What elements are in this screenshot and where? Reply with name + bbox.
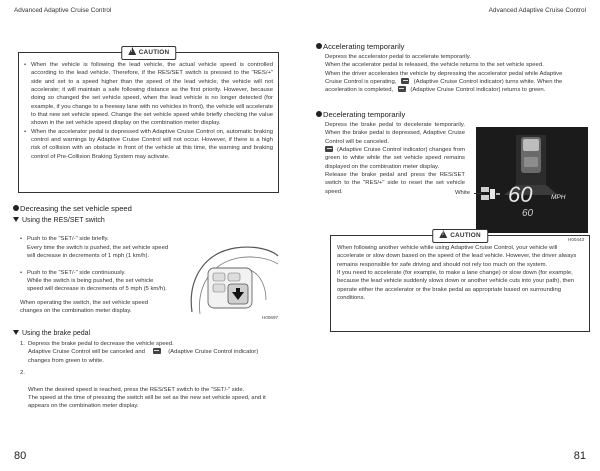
caution-item: • When the vehicle is following the lead vehicle, the actual vehicle speed is controlled according to the lead vehicle. Therefore, if the RES/SET switch is pressed to the "RES/+" side and set to a speed higher than the speed of the lead vehicle, the vehicle will not accelerate; it will maintain a safe following distance as the first priority. However, because doing so changed the set vehicle speed, when the lead vehicle is no longer detected (for example, if you change to a freeway lane with no vehicles in front), the vehicle will accelerate to that new set vehicle speed. Change the set vehicle speed while briefly checking the value shown in the set vehicle speed display on the combination meter display. bbox=[24, 61, 273, 128]
steering-wheel-illustration bbox=[180, 234, 280, 324]
figure-id-right: H00443 bbox=[568, 237, 585, 242]
steering-switch-figure bbox=[180, 234, 280, 324]
header-right: Advanced Adaptive Cruise Control bbox=[488, 7, 586, 14]
set-speed-small: 60 bbox=[522, 208, 534, 219]
section-heading-decreasing: Decreasing the set vehicle speed bbox=[13, 204, 132, 213]
brake-steps bbox=[20, 340, 285, 419]
section-heading-decelerating: Decelerating temporarily bbox=[316, 110, 405, 119]
subheading-brake: Using the brake pedal bbox=[13, 330, 90, 337]
section-heading-accelerating: Accelerating temporarily bbox=[316, 42, 404, 51]
triangle-icon bbox=[13, 330, 19, 335]
caution-box-right bbox=[330, 232, 590, 332]
res-set-list bbox=[20, 227, 170, 302]
list-item: • Push to the "SET/-" side briefly. Every time the switch is pushed, the set vehicle speed will decrease in decrements of 1 mph (1 km/h). bbox=[20, 235, 170, 260]
cruise-indicator-icon bbox=[325, 146, 333, 152]
list-item: 2. When the desired speed is reached, press the RES/SET switch to the "SET/-" side. The speed at the time of pressing the switch will be set as the new set vehicle speed, and it appears on the combination meter display. bbox=[20, 370, 266, 410]
accel-text: Depress the accelerator pedal to accelerate temporarily. When the accelerator pedal is released, the vehicle returns to the set vehicle speed. When the driver accelerates the vehicle by depressing the accelerator pedal while Adaptive Cruise Control is operating, (Adaptive Cruise Control indicator) turns white. When the acceleration is completed, (Adaptive Cruise Control indicator) returns to green. bbox=[325, 54, 563, 94]
triangle-icon bbox=[13, 217, 19, 222]
list-item: • Push to the "SET/-" side continuously. While the switch is being pushed, the set vehicle speed will decrease in decrements of 5 mph (5 km/h). bbox=[20, 269, 170, 294]
caution-paragraph: If you need to accelerate (for example, to make a lane change) or slow down (for example, because the lead vehicle suddenly slows down or another vehicle cuts into your path), then operate either the accelerator or the brake pedal as appropriate based on surrounding conditions. bbox=[337, 270, 575, 302]
header-left: Advanced Adaptive Cruise Control bbox=[14, 7, 112, 14]
cruise-indicator-icon bbox=[153, 348, 161, 354]
bullet-icon bbox=[13, 205, 19, 211]
caution-box-left bbox=[18, 49, 279, 193]
cruise-indicator-icon bbox=[401, 78, 409, 84]
bullet-icon bbox=[316, 43, 322, 49]
cruise-indicator-icon bbox=[398, 86, 406, 92]
speed-unit: MPH bbox=[551, 194, 566, 201]
figure-callout-white: White bbox=[455, 190, 471, 196]
subheading-res-set: Using the RES/SET switch bbox=[13, 217, 105, 224]
set-speed-large: 60 bbox=[508, 182, 533, 207]
caution-label: !CAUTION bbox=[121, 46, 177, 60]
decel-text: Depress the brake pedal to decelerate temporarily. When the brake pedal is depressed, Adaptive Cruise Control will be canceled. (Adaptive Cruise Control indicator) changes from green to white while the set vehicle speed remains displayed on the combination meter display. Release the brake pedal and press the RES/SET switch to the "RES/+" side to reset the set vehicle speed. bbox=[325, 122, 465, 195]
caution-item: • When the accelerator pedal is depressed with Adaptive Cruise Control on, automatic braking control and warnings by Adaptive Cruise Control will not occur. However, if there is a high risk of collision with an obstacle in front of the vehicle at this time, the warning and braking control of Pre-Collision Braking System may activate. bbox=[24, 128, 273, 161]
caution-paragraph: When following another vehicle while using Adaptive Cruise Control, your vehicle will accelerate or slow down based on the speed of the lead vehicle. However, the driver always remains responsible for safe driving and should not rely too much on the system. bbox=[337, 245, 577, 268]
list-item: 1. Depress the brake pedal to decrease the vehicle speed. Adaptive Cruise Control will be canceled and (Adaptive Cruise Control indicator) changes from green to white. bbox=[20, 341, 259, 364]
figure-id-left: H00697 bbox=[262, 315, 279, 320]
caution-label: !CAUTION bbox=[432, 229, 488, 243]
bullet-icon bbox=[316, 111, 322, 117]
meter-display bbox=[476, 127, 588, 233]
warning-icon bbox=[128, 47, 136, 55]
warning-icon bbox=[439, 230, 447, 238]
page-number-right: 81 bbox=[573, 450, 586, 462]
page-number-left: 80 bbox=[14, 450, 27, 462]
res-set-note: When operating the switch, the set vehicle speed changes on the combination meter display. bbox=[20, 300, 149, 315]
meter-display-figure bbox=[476, 127, 588, 233]
callout-line bbox=[474, 193, 482, 194]
